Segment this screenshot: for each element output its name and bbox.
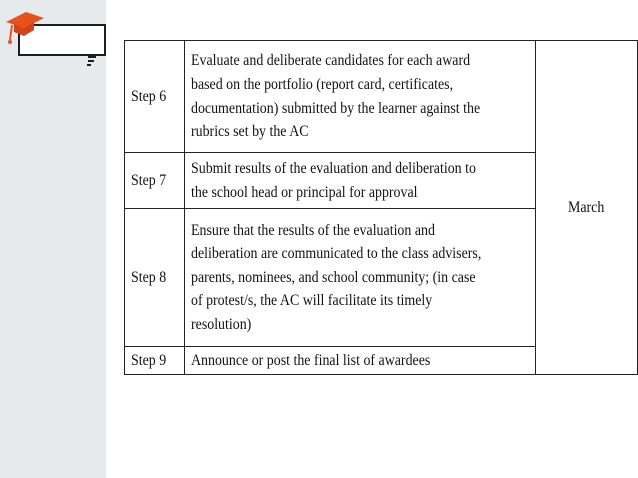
step-cell: Step 6 — [125, 41, 185, 153]
description-cell: Announce or post the final list of awardees — [185, 347, 536, 375]
month-cell: March — [535, 41, 637, 375]
left-sidebar — [0, 0, 106, 478]
graduation-cap-icon — [4, 6, 104, 66]
table-row — [125, 41, 638, 153]
awards-steps-table — [124, 40, 638, 375]
description-cell: Ensure that the results of the evaluation and deliberation are communicated to the class advisers, parents, nominees, and school community; (in case of protest/s, the AC will facilitate its timely resolution) — [185, 209, 536, 347]
description-cell: Evaluate and deliberate candidates for each award based on the portfolio (report card, certificates, documentation) submitted by the learner against the rubrics set by the AC — [185, 41, 536, 153]
step-cell: Step 7 — [125, 153, 185, 209]
step-cell: Step 8 — [125, 209, 185, 347]
description-cell: Submit results of the evaluation and deliberation to the school head or principal for approval — [185, 153, 536, 209]
step-cell: Step 9 — [125, 347, 185, 375]
logo — [4, 6, 104, 66]
